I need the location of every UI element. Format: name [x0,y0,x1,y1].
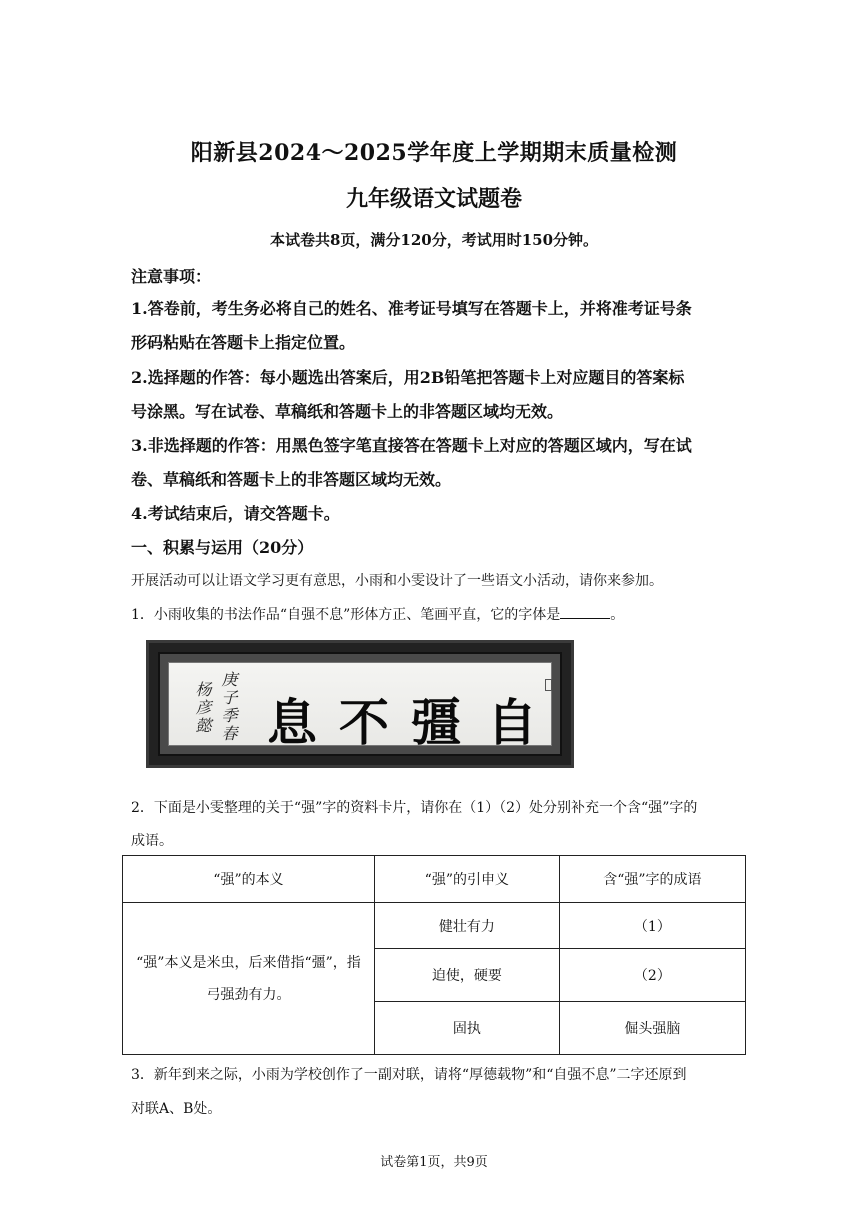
section-intro: 开展活动可以让语文学习更有意思，小雨和小雯设计了一些语文小活动，请你来参加。 [131,573,663,589]
table-cell[interactable]: （1） [559,903,745,949]
question-2-line-1: 2．下面是小雯整理的关于“强”字的资料卡片，请你在（1）（2）处分别补充一个含“强”字的 [131,800,698,816]
calligraphy-char-3: 彊 [411,693,461,752]
notice-line-1: 1.答卷前，考生务必将自己的姓名、准考证号填写在答题卡上，并将准考证号条 [131,299,692,318]
notice-line-2b: 号涂黑。写在试卷、草稿纸和答题卡上的非答题区域均无效。 [131,402,564,421]
exam-title: 阳新县2024～2025学年度上学期期末质量检测 [190,140,678,166]
calligraphy-inscription: 庚子季春 [219,671,238,743]
page-footer: 试卷第1页，共9页 [380,1155,488,1170]
notice-heading: 注意事项： [131,267,212,286]
table-header: “强”的本义 [123,856,375,903]
table-cell: 健壮有力 [374,903,559,949]
table-cell: 迫使，硬要 [374,949,559,1002]
question-1 [131,604,624,624]
table-row [123,903,746,949]
notice-line-1b: 形码粘贴在答题卡上指定位置。 [131,333,356,352]
question-3-line-2: 对联A、B处。 [131,1101,222,1117]
section-heading: 一、积累与运用（20分） [131,538,314,557]
seal-mark [545,679,552,691]
notice-line-2: 2.选择题的作答：每小题选出答案后，用2B铅笔把答题卡上对应题目的答案标 [131,368,685,387]
table-header: “强”的引申义 [374,856,559,903]
question-1-end: 。 [610,607,625,623]
calligraphy-char-2: 不 [339,693,389,752]
notice-line-3: 3.非选择题的作答：用黑色签字笔直接答在答题卡上对应的答题区域内，写在试 [131,436,692,455]
table-cell: 固执 [374,1002,559,1055]
table-cell[interactable]: （2） [559,949,745,1002]
exam-subtitle: 九年级语文试题卷 [345,186,522,212]
notice-line-4: 4.考试结束后，请交答题卡。 [131,504,340,523]
calligraphy-signature: 杨彦懿 [193,681,212,735]
question-1-text: 1．小雨收集的书法作品“自强不息”形体方正、笔画平直，它的字体是 [131,607,561,623]
calligraphy-char-1: 息 [267,693,317,752]
question-2-line-2: 成语。 [131,833,173,849]
table-header: 含“强”字的成语 [559,856,745,903]
table-cell: 倔头强脑 [559,1002,745,1055]
calligraphy-image [146,640,574,768]
table-header-row [123,856,746,903]
original-meaning-cell: “强”本义是米虫，后来借指“彊”，指弓强劲有力。 [123,903,375,1055]
question-3-line-1: 3．新年到来之际，小雨为学校创作了一副对联，请将“厚德载物”和“自强不息”二字还原到 [131,1067,687,1083]
calligraphy-frame [158,652,562,756]
notice-line-3b: 卷、草稿纸和答题卡上的非答题区域均无效。 [131,470,452,489]
exam-info: 本试卷共8页，满分120分，考试用时150分钟。 [269,231,599,249]
calligraphy-char-4: 自 [487,693,537,752]
answer-blank[interactable] [560,604,610,619]
calligraphy-paper [168,662,552,752]
data-card-table [122,855,746,1055]
